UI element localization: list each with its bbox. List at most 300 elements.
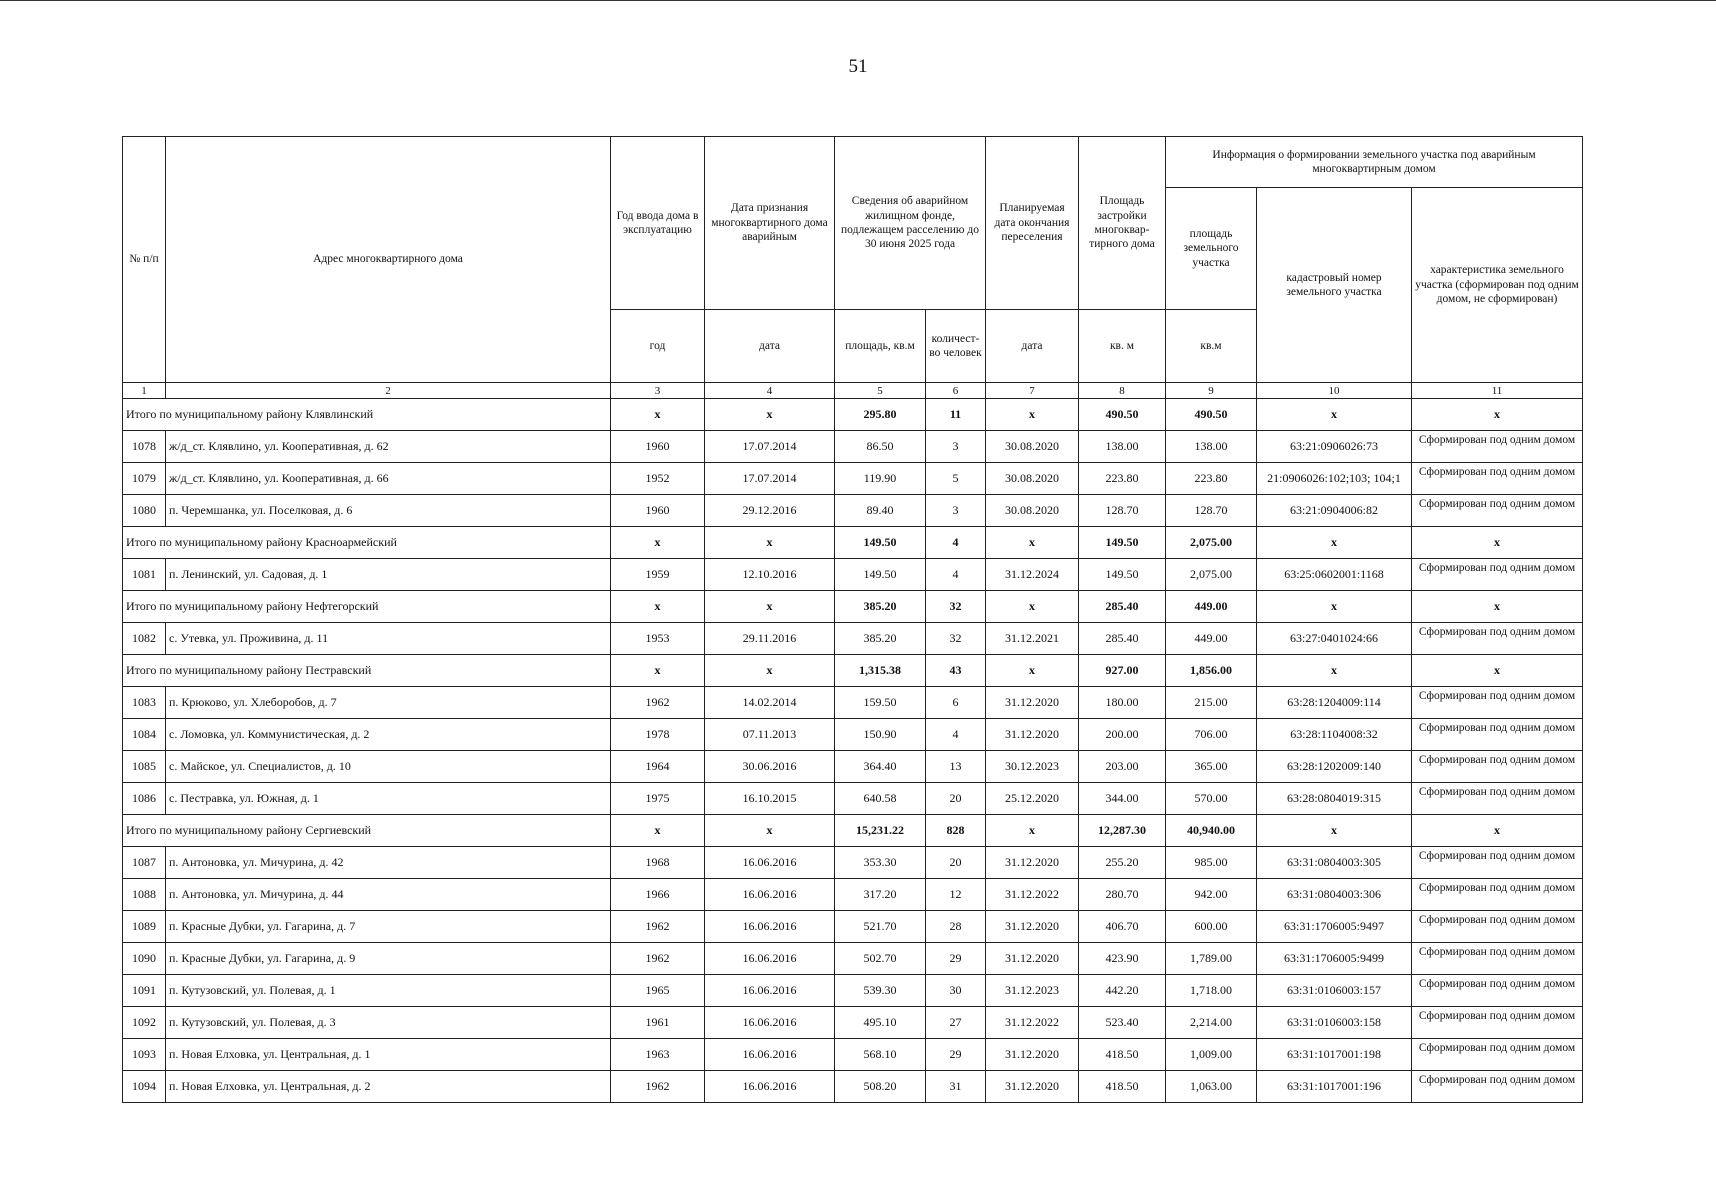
cell-area: 364.40 — [835, 751, 926, 783]
cell-land-char — [1412, 783, 1583, 815]
land-char-text: Сформирован под одним домом — [1418, 753, 1576, 766]
cell-year: х — [611, 591, 705, 623]
cell-area: 15,231.22 — [835, 815, 926, 847]
district-total-row — [123, 815, 1583, 847]
cell-n: 1078 — [123, 431, 166, 463]
cell-land-area: 449.00 — [1166, 591, 1257, 623]
cell-date: 16.06.2016 — [705, 1071, 835, 1103]
cell-year: 1978 — [611, 719, 705, 751]
land-char-text: Сформирован под одним домом — [1418, 1009, 1576, 1022]
cell-land-char — [1412, 975, 1583, 1007]
cell-cadastral: 63:28:0804019:315 — [1257, 783, 1412, 815]
header-n: № п/п — [123, 137, 166, 383]
cell-year: 1966 — [611, 879, 705, 911]
table-row — [123, 975, 1583, 1007]
table-row — [123, 943, 1583, 975]
cell-land-area: 138.00 — [1166, 431, 1257, 463]
cell-planned: х — [986, 591, 1079, 623]
cell-people: 20 — [926, 783, 986, 815]
cell-build-area: 149.50 — [1079, 559, 1166, 591]
cell-cadastral: 63:25:0602001:1168 — [1257, 559, 1412, 591]
cell-cadastral: 21:0906026:102;103; 104;1 — [1257, 463, 1412, 495]
land-char-text: Сформирован под одним домом — [1418, 1073, 1576, 1086]
cell-date: 17.07.2014 — [705, 463, 835, 495]
cell-land-area: 1,789.00 — [1166, 943, 1257, 975]
cell-land-area: 449.00 — [1166, 623, 1257, 655]
cell-date: 16.10.2015 — [705, 783, 835, 815]
table-row — [123, 687, 1583, 719]
land-char-text: Сформирован под одним домом — [1418, 465, 1576, 478]
cell-area: 521.70 — [835, 911, 926, 943]
table-row — [123, 847, 1583, 879]
table-row — [123, 431, 1583, 463]
cell-land-char — [1412, 431, 1583, 463]
cell-planned: 30.12.2023 — [986, 751, 1079, 783]
cell-people: 13 — [926, 751, 986, 783]
resettlement-table — [122, 136, 1583, 1103]
cell-land-area: 1,856.00 — [1166, 655, 1257, 687]
cell-land-char — [1412, 623, 1583, 655]
col-number: 10 — [1257, 383, 1412, 399]
cell-area: 159.50 — [835, 687, 926, 719]
cell-n: 1082 — [123, 623, 166, 655]
total-label: Итого по муниципальному району Пестравский — [123, 655, 611, 687]
cell-planned: х — [986, 527, 1079, 559]
cell-year: х — [611, 655, 705, 687]
col-number: 6 — [926, 383, 986, 399]
cell-planned: 31.12.2023 — [986, 975, 1079, 1007]
cell-address: п. Красные Дубки, ул. Гагарина, д. 9 — [166, 943, 611, 975]
cell-land-area: 2,075.00 — [1166, 559, 1257, 591]
cell-planned: 31.12.2020 — [986, 687, 1079, 719]
cell-n: 1079 — [123, 463, 166, 495]
cell-n: 1087 — [123, 847, 166, 879]
cell-cadastral: 63:31:0106003:157 — [1257, 975, 1412, 1007]
cell-build-area: 406.70 — [1079, 911, 1166, 943]
header-planned-date: Планируемая дата окончания переселения — [986, 137, 1079, 310]
header-unit-area: площадь, кв.м — [835, 310, 926, 383]
cell-n: 1089 — [123, 911, 166, 943]
cell-people: 5 — [926, 463, 986, 495]
cell-year: 1952 — [611, 463, 705, 495]
header-land-char: характеристика земельного участка (сформирован под одним домом, не сформирован) — [1412, 188, 1583, 383]
land-char-text: Сформирован под одним домом — [1418, 977, 1576, 990]
cell-land-area: 600.00 — [1166, 911, 1257, 943]
header-land-area: площадь земельного участка — [1166, 188, 1257, 310]
cell-area: 508.20 — [835, 1071, 926, 1103]
cell-planned: 31.12.2020 — [986, 911, 1079, 943]
cell-area: 640.58 — [835, 783, 926, 815]
cell-people: 6 — [926, 687, 986, 719]
cell-land-char — [1412, 879, 1583, 911]
cell-land-area: 570.00 — [1166, 783, 1257, 815]
cell-address: с. Майское, ул. Специалистов, д. 10 — [166, 751, 611, 783]
cell-date: 30.06.2016 — [705, 751, 835, 783]
cell-land-area: 2,075.00 — [1166, 527, 1257, 559]
cell-land-char — [1412, 719, 1583, 751]
cell-address: п. Антоновка, ул. Мичурина, д. 44 — [166, 879, 611, 911]
cell-land-char — [1412, 911, 1583, 943]
cell-build-area: 442.20 — [1079, 975, 1166, 1007]
cell-cadastral: 63:21:0904006:82 — [1257, 495, 1412, 527]
header-year-in: Год ввода дома в эксплуатацию — [611, 137, 705, 310]
cell-land-char: х — [1412, 655, 1583, 687]
header-land-info: Информация о формировании земельного участка под аварийным многоквартирным домом — [1166, 137, 1583, 188]
cell-date: 07.11.2013 — [705, 719, 835, 751]
cell-planned: 30.08.2020 — [986, 431, 1079, 463]
district-total-row — [123, 399, 1583, 431]
cell-people: 28 — [926, 911, 986, 943]
table-row — [123, 879, 1583, 911]
cell-land-char — [1412, 943, 1583, 975]
cell-date: 16.06.2016 — [705, 975, 835, 1007]
page-number: 51 — [848, 56, 868, 77]
table-row — [123, 1071, 1583, 1103]
table-row — [123, 559, 1583, 591]
cell-area: 119.90 — [835, 463, 926, 495]
cell-cadastral: 63:27:0401024:66 — [1257, 623, 1412, 655]
cell-build-area: 490.50 — [1079, 399, 1166, 431]
cell-address: с. Пестравка, ул. Южная, д. 1 — [166, 783, 611, 815]
table-row — [123, 719, 1583, 751]
header-cadastral: кадастровый номер земельного участка — [1257, 188, 1412, 383]
cell-address: ж/д_ст. Клявлино, ул. Кооперативная, д. 66 — [166, 463, 611, 495]
cell-planned: 31.12.2020 — [986, 943, 1079, 975]
cell-area: 385.20 — [835, 591, 926, 623]
cell-land-area: 1,063.00 — [1166, 1071, 1257, 1103]
col-number: 8 — [1079, 383, 1166, 399]
cell-year: 1960 — [611, 431, 705, 463]
header-build-area: Площадь застройки многоквар-тирного дома — [1079, 137, 1166, 310]
cell-n: 1093 — [123, 1039, 166, 1071]
district-total-row — [123, 655, 1583, 687]
cell-land-area: 490.50 — [1166, 399, 1257, 431]
cell-planned: 31.12.2020 — [986, 1071, 1079, 1103]
cell-land-area: 223.80 — [1166, 463, 1257, 495]
cell-planned: 31.12.2020 — [986, 719, 1079, 751]
cell-cadastral: х — [1257, 655, 1412, 687]
cell-address: с. Утевка, ул. Проживина, д. 11 — [166, 623, 611, 655]
cell-land-char — [1412, 1071, 1583, 1103]
cell-area: 317.20 — [835, 879, 926, 911]
total-label: Итого по муниципальному району Клявлинский — [123, 399, 611, 431]
cell-year: 1959 — [611, 559, 705, 591]
cell-land-area: 365.00 — [1166, 751, 1257, 783]
cell-build-area: 418.50 — [1079, 1071, 1166, 1103]
cell-build-area: 149.50 — [1079, 527, 1166, 559]
cell-build-area: 285.40 — [1079, 623, 1166, 655]
cell-land-char: х — [1412, 815, 1583, 847]
cell-build-area: 138.00 — [1079, 431, 1166, 463]
table-row — [123, 463, 1583, 495]
cell-year: 1965 — [611, 975, 705, 1007]
cell-n: 1081 — [123, 559, 166, 591]
cell-year: х — [611, 399, 705, 431]
header-address: Адрес многоквартирного дома — [166, 137, 611, 383]
cell-cadastral: 63:31:1706005:9497 — [1257, 911, 1412, 943]
header-unit-date: дата — [705, 310, 835, 383]
cell-area: 385.20 — [835, 623, 926, 655]
cell-area: 539.30 — [835, 975, 926, 1007]
cell-land-area: 2,214.00 — [1166, 1007, 1257, 1039]
cell-land-area: 215.00 — [1166, 687, 1257, 719]
cell-people: 27 — [926, 1007, 986, 1039]
land-char-text: Сформирован под одним домом — [1418, 689, 1576, 702]
cell-date: 12.10.2016 — [705, 559, 835, 591]
cell-people: 828 — [926, 815, 986, 847]
cell-n: 1085 — [123, 751, 166, 783]
cell-land-char — [1412, 495, 1583, 527]
land-char-text: Сформирован под одним домом — [1418, 945, 1576, 958]
cell-build-area: 927.00 — [1079, 655, 1166, 687]
table-row — [123, 1007, 1583, 1039]
cell-land-area: 40,940.00 — [1166, 815, 1257, 847]
land-char-text: Сформирован под одним домом — [1418, 1041, 1576, 1054]
cell-build-area: 223.80 — [1079, 463, 1166, 495]
cell-year: 1960 — [611, 495, 705, 527]
cell-land-char — [1412, 687, 1583, 719]
cell-cadastral: х — [1257, 527, 1412, 559]
cell-cadastral: х — [1257, 815, 1412, 847]
cell-year: 1962 — [611, 911, 705, 943]
district-total-row — [123, 591, 1583, 623]
cell-build-area: 523.40 — [1079, 1007, 1166, 1039]
column-number-row — [123, 383, 1583, 399]
cell-planned: 31.12.2024 — [986, 559, 1079, 591]
cell-n: 1092 — [123, 1007, 166, 1039]
cell-people: 30 — [926, 975, 986, 1007]
cell-area: 86.50 — [835, 431, 926, 463]
cell-build-area: 418.50 — [1079, 1039, 1166, 1071]
cell-planned: 31.12.2020 — [986, 847, 1079, 879]
cell-address: п. Новая Елховка, ул. Центральная, д. 1 — [166, 1039, 611, 1071]
cell-people: 31 — [926, 1071, 986, 1103]
col-number: 7 — [986, 383, 1079, 399]
table-row — [123, 751, 1583, 783]
cell-cadastral: х — [1257, 399, 1412, 431]
cell-build-area: 255.20 — [1079, 847, 1166, 879]
cell-build-area: 280.70 — [1079, 879, 1166, 911]
land-char-text: Сформирован под одним домом — [1418, 433, 1576, 446]
cell-date: х — [705, 655, 835, 687]
col-number: 9 — [1166, 383, 1257, 399]
land-char-text: Сформирован под одним домом — [1418, 721, 1576, 734]
cell-date: 14.02.2014 — [705, 687, 835, 719]
cell-year: х — [611, 527, 705, 559]
cell-build-area: 180.00 — [1079, 687, 1166, 719]
cell-date: 17.07.2014 — [705, 431, 835, 463]
cell-planned: 31.12.2022 — [986, 879, 1079, 911]
header-unit-sqm: кв. м — [1079, 310, 1166, 383]
cell-people: 4 — [926, 719, 986, 751]
cell-build-area: 285.40 — [1079, 591, 1166, 623]
cell-people: 29 — [926, 1039, 986, 1071]
cell-date: х — [705, 527, 835, 559]
land-char-text: Сформирован под одним домом — [1418, 561, 1576, 574]
cell-land-char — [1412, 847, 1583, 879]
cell-cadastral: х — [1257, 591, 1412, 623]
cell-address: п. Кутузовский, ул. Полевая, д. 3 — [166, 1007, 611, 1039]
cell-n: 1094 — [123, 1071, 166, 1103]
cell-area: 502.70 — [835, 943, 926, 975]
cell-planned: 25.12.2020 — [986, 783, 1079, 815]
cell-land-area: 1,718.00 — [1166, 975, 1257, 1007]
cell-people: 29 — [926, 943, 986, 975]
cell-cadastral: 63:31:1017001:198 — [1257, 1039, 1412, 1071]
total-label: Итого по муниципальному району Нефтегорский — [123, 591, 611, 623]
cell-land-char — [1412, 1007, 1583, 1039]
cell-land-char: х — [1412, 399, 1583, 431]
cell-area: 89.40 — [835, 495, 926, 527]
cell-build-area: 12,287.30 — [1079, 815, 1166, 847]
cell-date: 16.06.2016 — [705, 1007, 835, 1039]
cell-address: п. Черемшанка, ул. Поселковая, д. 6 — [166, 495, 611, 527]
cell-cadastral: 63:31:0804003:306 — [1257, 879, 1412, 911]
cell-land-area: 985.00 — [1166, 847, 1257, 879]
land-char-text: Сформирован под одним домом — [1418, 497, 1576, 510]
cell-n: 1088 — [123, 879, 166, 911]
cell-date: 16.06.2016 — [705, 879, 835, 911]
cell-address: п. Крюково, ул. Хлеборобов, д. 7 — [166, 687, 611, 719]
cell-land-area: 706.00 — [1166, 719, 1257, 751]
table-row — [123, 623, 1583, 655]
cell-year: 1975 — [611, 783, 705, 815]
cell-area: 568.10 — [835, 1039, 926, 1071]
cell-cadastral: 63:28:1104008:32 — [1257, 719, 1412, 751]
cell-build-area: 203.00 — [1079, 751, 1166, 783]
cell-land-char — [1412, 463, 1583, 495]
table-row — [123, 911, 1583, 943]
cell-people: 32 — [926, 623, 986, 655]
cell-build-area: 200.00 — [1079, 719, 1166, 751]
cell-people: 3 — [926, 431, 986, 463]
cell-date: 16.06.2016 — [705, 847, 835, 879]
total-label: Итого по муниципальному району Сергиевский — [123, 815, 611, 847]
cell-address: ж/д_ст. Клявлино, ул. Кооперативная, д. 62 — [166, 431, 611, 463]
cell-people: 4 — [926, 559, 986, 591]
cell-year: 1962 — [611, 943, 705, 975]
cell-address: п. Новая Елховка, ул. Центральная, д. 2 — [166, 1071, 611, 1103]
land-char-text: Сформирован под одним домом — [1418, 913, 1576, 926]
table-row — [123, 1039, 1583, 1071]
cell-people: 3 — [926, 495, 986, 527]
cell-area: 150.90 — [835, 719, 926, 751]
cell-planned: х — [986, 399, 1079, 431]
cell-land-char: х — [1412, 591, 1583, 623]
cell-build-area: 423.90 — [1079, 943, 1166, 975]
cell-year: 1968 — [611, 847, 705, 879]
land-char-text: Сформирован под одним домом — [1418, 625, 1576, 638]
cell-planned: 30.08.2020 — [986, 495, 1079, 527]
cell-year: х — [611, 815, 705, 847]
cell-cadastral: 63:31:0106003:158 — [1257, 1007, 1412, 1039]
cell-year: 1962 — [611, 1071, 705, 1103]
top-border-line — [0, 0, 1716, 1]
col-number: 1 — [123, 383, 166, 399]
cell-date: 16.06.2016 — [705, 943, 835, 975]
header-unit-date2: дата — [986, 310, 1079, 383]
cell-year: 1963 — [611, 1039, 705, 1071]
cell-address: п. Красные Дубки, ул. Гагарина, д. 7 — [166, 911, 611, 943]
cell-date: 29.12.2016 — [705, 495, 835, 527]
cell-cadastral: 63:31:0804003:305 — [1257, 847, 1412, 879]
cell-people: 20 — [926, 847, 986, 879]
cell-land-area: 942.00 — [1166, 879, 1257, 911]
cell-area: 353.30 — [835, 847, 926, 879]
cell-year: 1962 — [611, 687, 705, 719]
cell-cadastral: 63:31:1706005:9499 — [1257, 943, 1412, 975]
table-row — [123, 783, 1583, 815]
cell-people: 4 — [926, 527, 986, 559]
cell-cadastral: 63:28:1204009:114 — [1257, 687, 1412, 719]
land-char-text: Сформирован под одним домом — [1418, 785, 1576, 798]
cell-n: 1083 — [123, 687, 166, 719]
cell-year: 1961 — [611, 1007, 705, 1039]
cell-n: 1086 — [123, 783, 166, 815]
table-row — [123, 495, 1583, 527]
cell-n: 1091 — [123, 975, 166, 1007]
cell-date: 29.11.2016 — [705, 623, 835, 655]
cell-n: 1090 — [123, 943, 166, 975]
cell-area: 149.50 — [835, 559, 926, 591]
cell-area: 1,315.38 — [835, 655, 926, 687]
district-total-row — [123, 527, 1583, 559]
cell-year: 1953 — [611, 623, 705, 655]
cell-people: 12 — [926, 879, 986, 911]
header-unit-year: год — [611, 310, 705, 383]
cell-area: 149.50 — [835, 527, 926, 559]
cell-address: п. Антоновка, ул. Мичурина, д. 42 — [166, 847, 611, 879]
cell-planned: х — [986, 655, 1079, 687]
cell-date: 16.06.2016 — [705, 1039, 835, 1071]
header-info-fund: Сведения об аварийном жилищном фонде, подлежащем расселению до 30 июня 2025 года — [835, 137, 986, 310]
cell-n: 1084 — [123, 719, 166, 751]
cell-land-area: 128.70 — [1166, 495, 1257, 527]
cell-land-char: х — [1412, 527, 1583, 559]
cell-land-char — [1412, 1039, 1583, 1071]
col-number: 3 — [611, 383, 705, 399]
cell-build-area: 344.00 — [1079, 783, 1166, 815]
cell-land-area: 1,009.00 — [1166, 1039, 1257, 1071]
land-char-text: Сформирован под одним домом — [1418, 849, 1576, 862]
cell-land-char — [1412, 559, 1583, 591]
cell-planned: 30.08.2020 — [986, 463, 1079, 495]
col-number: 4 — [705, 383, 835, 399]
cell-date: х — [705, 591, 835, 623]
header-unit-people: количест-во человек — [926, 310, 986, 383]
cell-cadastral: 63:31:1017001:196 — [1257, 1071, 1412, 1103]
cell-people: 43 — [926, 655, 986, 687]
header-row-1 — [123, 137, 1583, 188]
cell-planned: 31.12.2021 — [986, 623, 1079, 655]
total-label: Итого по муниципальному району Красноармейский — [123, 527, 611, 559]
col-number: 2 — [166, 383, 611, 399]
land-char-text: Сформирован под одним домом — [1418, 881, 1576, 894]
header-unit-sqm2: кв.м — [1166, 310, 1257, 383]
cell-cadastral: 63:21:0906026:73 — [1257, 431, 1412, 463]
cell-address: п. Ленинский, ул. Садовая, д. 1 — [166, 559, 611, 591]
header-date-recognized: Дата признания многоквартирного дома аварийным — [705, 137, 835, 310]
cell-build-area: 128.70 — [1079, 495, 1166, 527]
col-number: 5 — [835, 383, 926, 399]
cell-year: 1964 — [611, 751, 705, 783]
cell-planned: 31.12.2020 — [986, 1039, 1079, 1071]
cell-address: с. Ломовка, ул. Коммунистическая, д. 2 — [166, 719, 611, 751]
cell-people: 11 — [926, 399, 986, 431]
cell-planned: 31.12.2022 — [986, 1007, 1079, 1039]
cell-planned: х — [986, 815, 1079, 847]
col-number: 11 — [1412, 383, 1583, 399]
